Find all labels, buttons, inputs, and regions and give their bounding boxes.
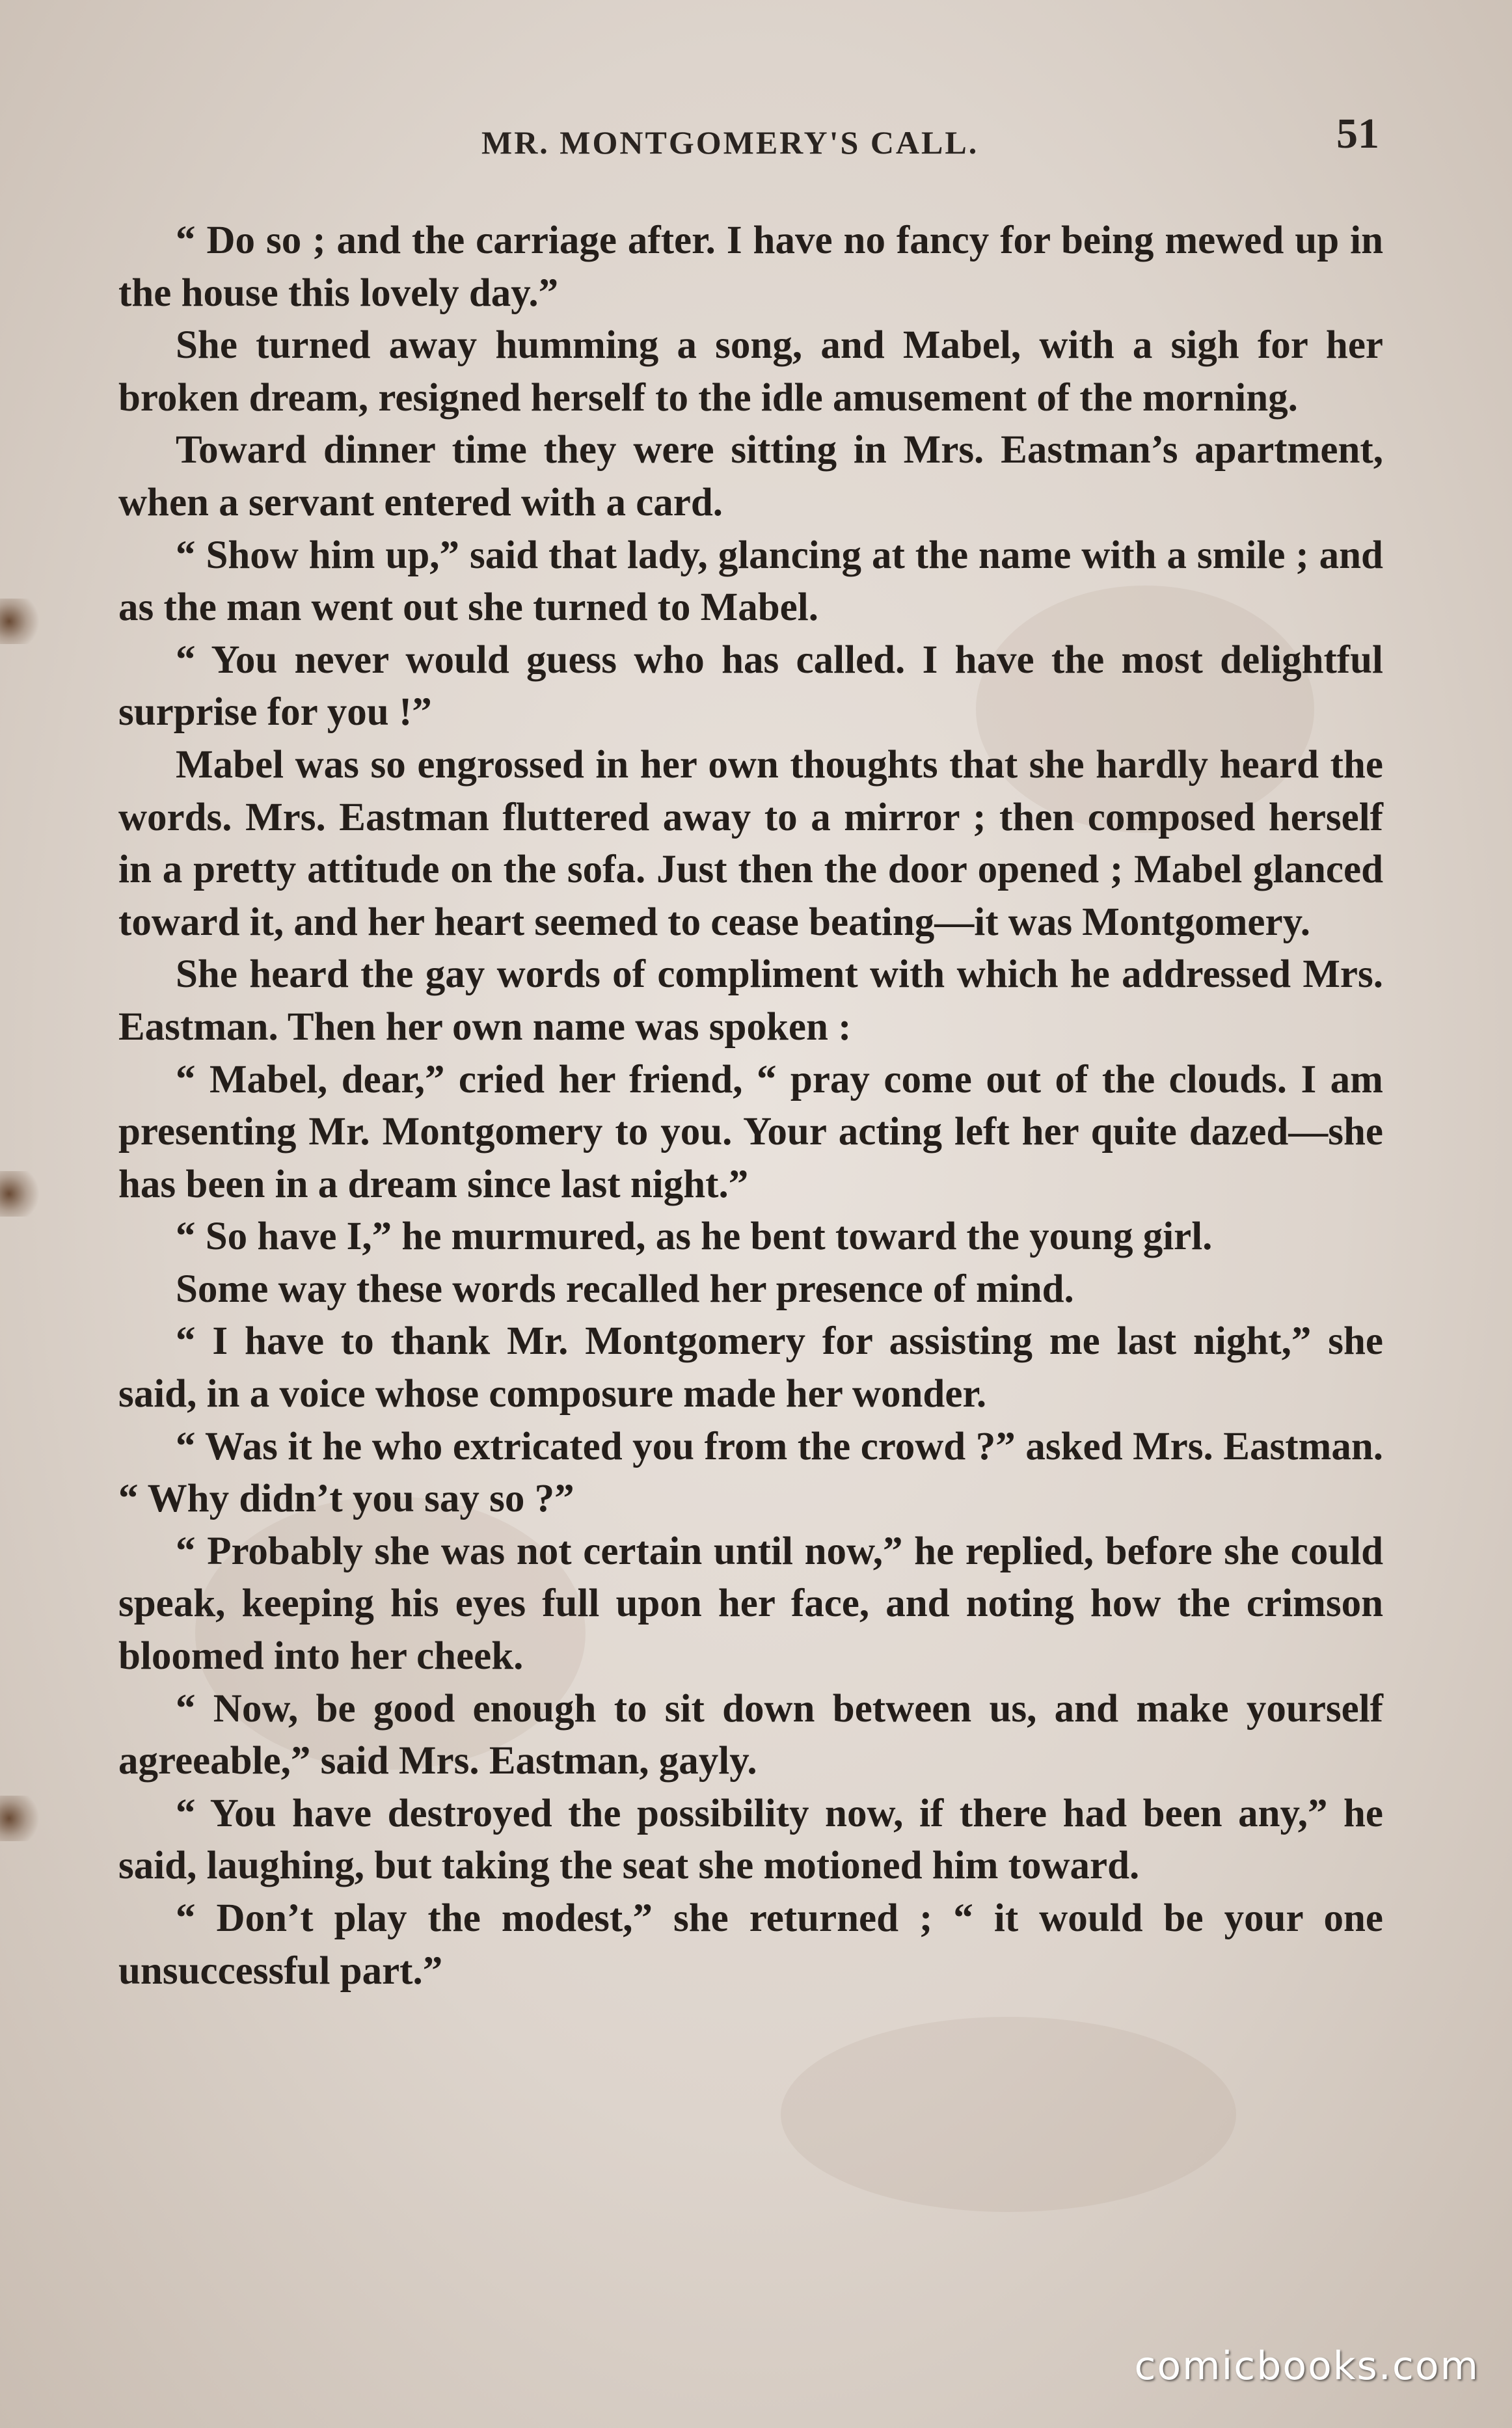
page-number: 51 <box>1336 110 1379 157</box>
paragraph: “ I have to thank Mr. Montgomery for assisting me last night,” she said, in a voice whose composure made her wonder. <box>118 1319 1383 1416</box>
paragraph: “ You never would guess who has called. I have the most delightful surprise for you !” <box>118 638 1383 735</box>
paragraph: “ Show him up,” said that lady, glancing at the name with a smile ; and as the man went out she turned to Mabel. <box>118 533 1383 630</box>
paper-stain <box>781 2017 1236 2212</box>
paragraph: “ Probably she was not certain until now,” he replied, before she could speak, keeping his eyes full upon her face, and noting how the crimson bloomed into her cheek. <box>118 1529 1383 1679</box>
page-edge-damage <box>0 1796 46 1841</box>
running-head: MR. MONTGOMERY'S CALL. <box>481 124 979 161</box>
paragraph: Some way these words recalled her presence of mind. <box>176 1267 1074 1311</box>
paragraph: “ So have I,” he murmured, as he bent toward the young girl. <box>176 1215 1213 1259</box>
body-text <box>118 215 1383 1997</box>
page-header <box>117 109 1379 168</box>
watermark: comicbooks.com <box>1134 2343 1479 2389</box>
paragraph: Toward dinner time they were sitting in Mrs. Eastman’s apartment, when a servant entered with a card. <box>118 428 1383 524</box>
paragraph: “ Now, be good enough to sit down between us, and make yourself agreeable,” said Mrs. Eastman, gayly. <box>118 1686 1383 1783</box>
paragraph: Mabel was so engrossed in her own thoughts that she hardly heard the words. Mrs. Eastman fluttered away to a mirror ; then composed herself in a pretty attitude on the sofa. Just then the door opened ; Mabel glanced toward it, and her heart seemed to cease beating—it was Montgomery. <box>118 742 1383 944</box>
paragraph: She turned away humming a song, and Mabel, with a sigh for her broken dream, resigned herself to the idle amusement of the morning. <box>118 323 1383 420</box>
paragraph: “ You have destroyed the possibility now, if there had been any,” he said, laughing, but taking the seat she motioned him toward. <box>118 1791 1383 1888</box>
paragraph: “ Mabel, dear,” cried her friend, “ pray come out of the clouds. I am presenting Mr. Montgomery to you. Your acting left her quite dazed—she has been in a dream since last night.” <box>118 1057 1383 1206</box>
paragraph: She heard the gay words of compliment with which he addressed Mrs. Eastman. Then her own name was spoken : <box>118 952 1383 1049</box>
page-edge-damage <box>0 599 46 644</box>
page-edge-damage <box>0 1171 46 1217</box>
paragraph: “ Do so ; and the carriage after. I have no fancy for being mewed up in the house this lovely day.” <box>118 219 1383 315</box>
paragraph: “ Was it he who extricated you from the crowd ?” asked Mrs. Eastman. “ Why didn’t you say so ?” <box>118 1424 1383 1521</box>
paragraph: “ Don’t play the modest,” she returned ; “ it would be your one unsuccessful part.” <box>118 1896 1383 1993</box>
